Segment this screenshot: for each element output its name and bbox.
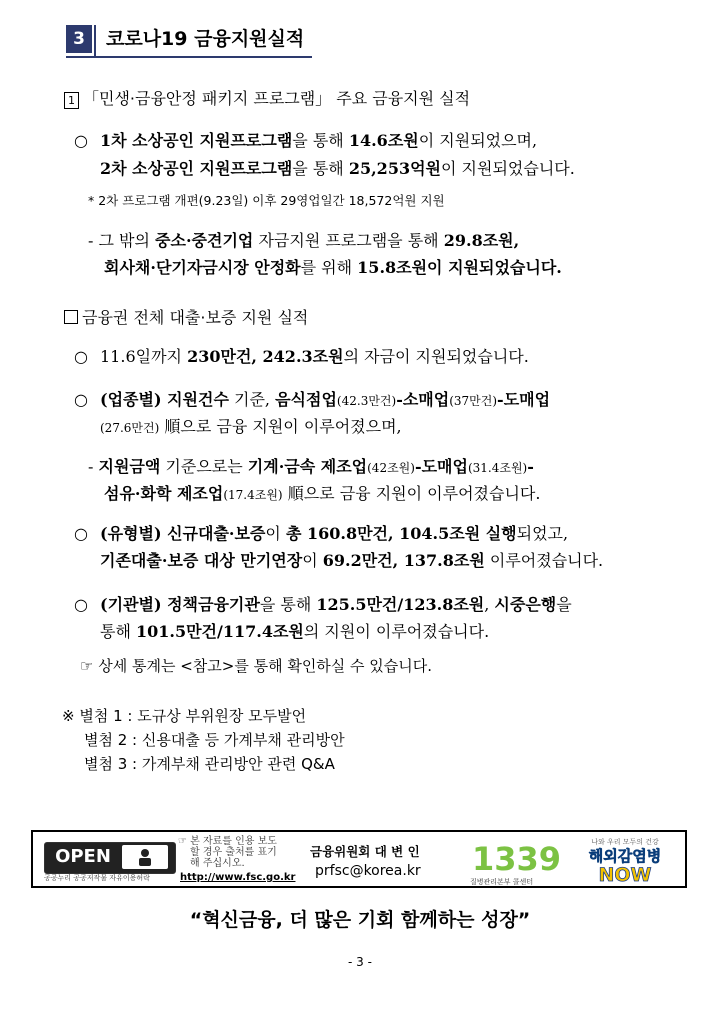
spokesperson-label: 금융위원회 대 변 인 <box>310 844 420 859</box>
subsection-2-heading <box>64 307 308 329</box>
logo-1339-text: 1339 <box>472 840 562 878</box>
bullet-4-line-1: (유형별) 신규대출·보증이 총 160.8만건, 104.5조원 실행되었고, <box>100 524 569 543</box>
now-logo-title: 해외감염병 <box>588 847 662 865</box>
license-attribution-icon <box>122 845 168 869</box>
bullet-5-line-1: (기관별) 정책금융기관을 통해 125.5만건/123.8조원, 시중은행을 <box>100 595 572 614</box>
fsc-website-link[interactable]: http://www.fsc.go.kr <box>180 872 296 883</box>
reference-note: ☞ 상세 통계는 <참고>를 통해 확인하실 수 있습니다. <box>80 657 433 675</box>
kcdc-1339-logo <box>470 838 562 878</box>
now-logo-top: 나와 우리 모두의 건강 <box>591 838 659 846</box>
bullet-2-line-2: (27.6만건) 順으로 금융 지원이 이루어졌으며, <box>100 417 402 436</box>
section-underline <box>66 56 312 58</box>
paragraph-1-line-1: 1차 소상공인 지원프로그램을 통해 14.6조원이 지원되었으며, <box>100 131 538 150</box>
attachment-1: ※ 별첨 1 : 도규상 부위원장 모두발언 <box>62 707 307 725</box>
bullet-3-line-1: - 지원금액 기준으로는 기계·금속 제조업(42조원)-도매업(31.4조원)- <box>88 457 534 476</box>
bullet-4-line-2: 기존대출·보증 대상 만기연장이 69.2만건, 137.8조원 이루어졌습니다. <box>100 551 604 570</box>
bullet-5-line-2: 통해 101.5만건/117.4조원의 지원이 이루어졌습니다. <box>100 622 490 641</box>
bullet-circle: ○ <box>74 595 88 614</box>
slogan: “혁신금융, 더 많은 기회 함께하는 성장” <box>189 909 531 931</box>
section-number: 3 <box>66 25 92 53</box>
subsection-2-title: 금융권 전체 대출·보증 지원 실적 <box>82 308 309 327</box>
bullet-circle: ○ <box>74 347 88 366</box>
bullet-2-line-1: (업종별) 지원건수 기준, 음식점업(42.3만건)-소매업(37만건)-도매업 <box>100 390 551 409</box>
now-logo-sub: NOW <box>598 864 652 886</box>
footnote: * 2차 프로그램 개편(9.23일) 이후 29영업일간 18,572억원 지원 <box>88 193 445 208</box>
bullet-circle: ○ <box>74 131 88 150</box>
open-license-caption: 공공누리 공공저작물 자유이용허락 <box>44 874 150 882</box>
paragraph-2-line-2: 회사채·단기자금시장 안정화를 위해 15.8조원이 지원되었습니다. <box>104 258 562 277</box>
subsection-1-number: 1 <box>64 92 79 109</box>
subsection-1-title: 「민생·금융안정 패키지 프로그램」 주요 금융지원 실적 <box>83 89 471 108</box>
paragraph-2-line-1: - 그 밖의 중소·중견기업 자금지원 프로그램을 통해 29.8조원, <box>88 231 520 250</box>
bullet-1: 11.6일까지 230만건, 242.3조원의 자금이 지원되었습니다. <box>100 347 529 366</box>
kcdc-callcenter-caption: 질병관리본부 콜센터 <box>470 878 534 886</box>
bullet-3-line-2: 섬유·화학 제조업(17.4조원) 順으로 금융 지원이 이루어졌습니다. <box>104 484 541 503</box>
attachment-2: 별첨 2 : 신용대출 등 가계부채 관리방안 <box>84 731 345 749</box>
spokesperson-email: prfsc@korea.kr <box>315 863 421 879</box>
open-license-label: OPEN <box>55 846 111 867</box>
attachment-3: 별첨 3 : 가계부채 관리방안 관련 Q&A <box>84 755 335 773</box>
overseas-infection-now-logo <box>572 836 678 884</box>
citation-notice: ☞ 본 자료를 인용 보도 할 경우 출처를 표기 해 주십시오. <box>178 836 277 869</box>
section-title: 코로나19 금융지원실적 <box>106 28 305 50</box>
paragraph-1-line-2: 2차 소상공인 지원프로그램을 통해 25,253억원이 지원되었습니다. <box>100 159 575 178</box>
bullet-circle: ○ <box>74 524 88 543</box>
section-divider <box>94 25 96 56</box>
page-number: - 3 - <box>348 955 372 969</box>
bullet-circle: ○ <box>74 390 88 409</box>
subsection-1-heading <box>64 88 470 110</box>
checkbox-square-icon <box>64 310 78 324</box>
